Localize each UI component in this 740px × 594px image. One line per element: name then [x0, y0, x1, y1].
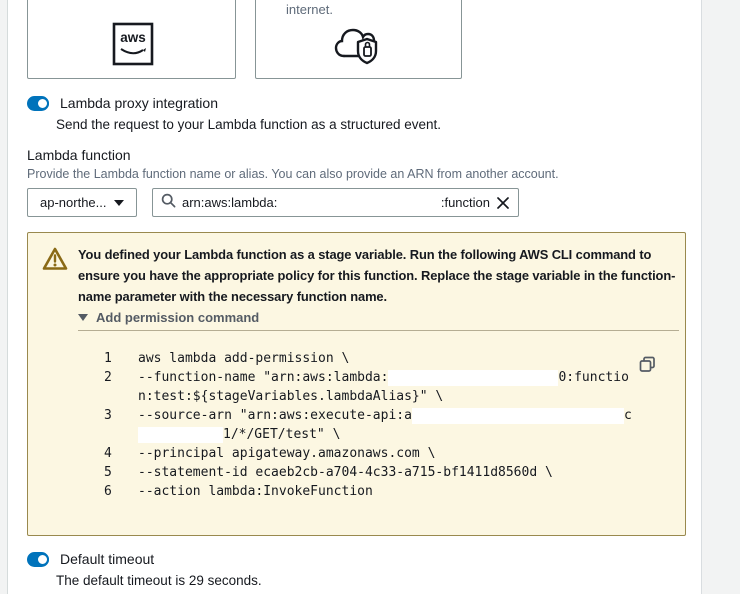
- stage-variable-warning-box: [27, 232, 686, 536]
- code-text: --function-name "arn:aws:lambda:: [138, 370, 389, 385]
- add-permission-expander[interactable]: [78, 310, 259, 325]
- code-text: --source-arn "arn:aws:execute-api:a: [138, 408, 412, 423]
- right-gutter: [701, 0, 740, 594]
- code-text: 0:functio: [558, 370, 629, 385]
- lambda-proxy-toggle[interactable]: [27, 96, 49, 111]
- code-text: c: [623, 408, 632, 423]
- code-text: n:test:${stageVariables.lambdaAlias}" \: [138, 389, 444, 404]
- cloud-shield-icon: [334, 24, 386, 71]
- line-number: 2: [104, 370, 112, 385]
- toggle-knob: [36, 553, 49, 566]
- redacted-text: [388, 370, 558, 386]
- code-text: --statement-id ecaeb2cb-a704-4c33-a715-bf1411d8560d \: [138, 465, 553, 480]
- code-line: [104, 463, 632, 482]
- code-line: [104, 482, 632, 501]
- code-text: aws lambda add-permission \: [138, 351, 350, 366]
- code-line: [104, 425, 632, 444]
- code-line: [104, 368, 632, 387]
- left-gutter: [0, 0, 8, 594]
- lambda-proxy-toggle-row: [27, 95, 218, 111]
- line-number: 5: [104, 465, 112, 480]
- expander-divider: [78, 330, 679, 331]
- integration-card-http[interactable]: [255, 0, 462, 79]
- expander-label: Add permission command: [96, 310, 260, 325]
- default-timeout-toggle[interactable]: [27, 552, 49, 567]
- region-select[interactable]: [27, 188, 137, 217]
- code-text: --principal apigateway.amazonaws.com \: [138, 446, 436, 461]
- lambda-function-label: Lambda function: [27, 147, 131, 163]
- line-number: 3: [104, 408, 112, 423]
- aws-logo-icon: [112, 22, 154, 71]
- default-timeout-description: The default timeout is 29 seconds.: [56, 573, 262, 588]
- code-text: 1/*/GET/test" \: [223, 427, 341, 442]
- line-number: 6: [104, 484, 112, 499]
- arn-value-head: arn:aws:lambda:: [182, 195, 278, 210]
- line-number: 1: [104, 351, 112, 366]
- warning-triangle-icon: [41, 246, 69, 277]
- code-line: [104, 406, 632, 425]
- search-icon: [161, 193, 176, 213]
- integration-card-lambda[interactable]: [27, 0, 236, 79]
- copy-icon[interactable]: [638, 356, 656, 374]
- redacted-text: [138, 427, 223, 443]
- caret-down-icon: [78, 314, 88, 321]
- clear-input-button[interactable]: [496, 196, 510, 210]
- line-number: 4: [104, 446, 112, 461]
- arn-value-tail: :function: [440, 195, 490, 210]
- redacted-text: [412, 408, 624, 424]
- code-text: --action lambda:InvokeFunction: [138, 484, 373, 499]
- lambda-proxy-description: Send the request to your Lambda function as a structured event.: [56, 117, 441, 132]
- warning-message: You defined your Lambda function as a stage variable. Run the following AWS CLI command to ensure you have the appropriate policy for this function. Replace the stage variable in the function-name parameter with the necessary function name.: [78, 247, 676, 304]
- code-line: [104, 444, 632, 463]
- default-timeout-toggle-label: Default timeout: [60, 551, 155, 567]
- toggle-knob: [36, 97, 49, 110]
- default-timeout-toggle-row: [27, 551, 154, 567]
- lambda-function-help: Provide the Lambda function name or alias. You can also provide an ARN from another account.: [27, 167, 559, 181]
- card-caption: internet.: [286, 2, 333, 17]
- region-select-value: ap-northe...: [40, 195, 107, 210]
- svg-text:aws: aws: [120, 30, 146, 45]
- caret-down-icon: [114, 200, 124, 206]
- lambda-arn-input[interactable]: [152, 188, 519, 217]
- cli-command-code-block: [104, 349, 632, 501]
- code-line: [104, 387, 632, 406]
- lambda-proxy-toggle-label: Lambda proxy integration: [60, 95, 218, 111]
- code-line: [104, 349, 632, 368]
